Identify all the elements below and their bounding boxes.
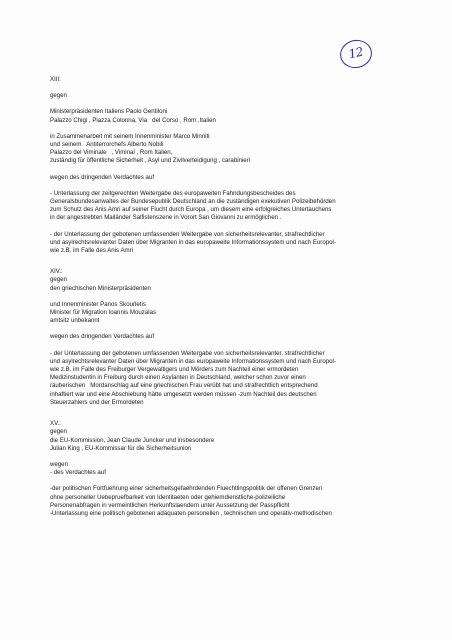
section-xiv-charge-line: inhaftiert war und eine Abschiebung hätte umgesetzt werden müssen -zum Nachteil des deutschen (50, 390, 317, 398)
section-xiii-partner-line: zuständig für öffentliche Sicherheit , Asyl und Zivilverteidigung , carabinieri (50, 157, 251, 165)
section-xiv-charge-line: Medizinstudentin in Freiburg durch einen Asylanten in Deutschland, welcher schon zuvor einen (50, 374, 306, 382)
section-xiv-target: den griechischen Ministerpräsidenten (50, 284, 151, 292)
section-xv-wegen: wegen (50, 460, 68, 468)
section-xiv-heading: XIV.: (50, 268, 63, 276)
handwritten-page-number (337, 37, 374, 71)
section-xiii-partner-line: Palazzo del Viminale , Viminal , Rom Italien, (50, 149, 173, 157)
section-xv-charge-line: ohne personeller Uebepruefbarkeit von Identitaeten oder gehiemdienstliche-polizeiliche (50, 493, 286, 501)
section-xiv-partner-line: und Innenminister Panos Skourletis (50, 300, 146, 308)
section-xiii-charge-1-line: zum Schutz des Anis Amri auf seiner Flucht durch Europa , um diesem eine erfolgreiches Untertauchens (50, 206, 332, 214)
section-xv-verdacht: - des Verdachtes auf (50, 469, 106, 477)
section-xiv-partner-line: amtsitz unbekannt (50, 317, 100, 325)
section-xiv-charge-line: räuberischen Mordanschlag auf eine griechischen Frau verübt hat und strafrechtlich entsprechend (50, 382, 318, 390)
section-xiv-charge-line: wie z.B. im Falle des Freiburger Vergewaltigers und Mörders zum Nachteil einer ermordeten (50, 366, 299, 374)
section-xiv-gegen: gegen (50, 276, 67, 284)
section-xv-target-line: die EU-Kommission, Jean Claude Juncker und insbesondere (50, 436, 215, 444)
section-xiv-charge-line: und asylrechtsrelevanter Daten über Migranten in das europaweite Informationssystem und nach Europol- (50, 357, 336, 365)
section-xiv-partner-line: Minister für Migration Ioannis Mouzalas (50, 309, 157, 317)
section-xv-gegen: gegen (50, 428, 67, 436)
section-xv-charge-line: -Unterlassung eine politisch gebotenen adäquaten personellen , technischen und operativ-methodischen (50, 509, 332, 517)
section-xv-heading: XV.: (50, 420, 61, 428)
section-xiii-charge-1-line: Generalsbundesanwaltes der Bundesepublik Deutschland an die zuständigen exekutiven Polizeibehörden (50, 198, 336, 206)
section-xiii-gegen: gegen (50, 92, 67, 100)
section-xv-target-line: Julian King , EU-Kommissar für die Sicherheitsunion (50, 444, 192, 452)
section-xiii-heading: XIII: (50, 76, 61, 83)
section-xiii-charge-1-line: - Unterlassung der zeitgerechten Weitergabe des europaweiten Fahndungsbescheides des (50, 189, 296, 197)
section-xiii-name-line: Palazzo Chigi , Piazza Colonna, Via del Corso , Rom ,Italien (50, 116, 216, 124)
section-xiii-charge-1-line: in der angestrebten Mailänder Salfistenszene in Vorort San Giovanni zu ermöglichen . (50, 214, 282, 222)
section-xiii-charge-2-line: und asylrechtsrelevanter Daten über Migranten in das europaweite Informationssystem und nach Europol- (50, 238, 336, 246)
section-xiv-verdacht: wegen des dringenden Verdachtes auf (50, 333, 155, 341)
section-xiii-charge-2-line: - der Unterlassung der gebotenen umfassenden Weitergabe von sicherheitsrelevanter, strafrechtlicher (50, 230, 325, 238)
section-xv-charge-line: -der politischen Fortfuehrung einer sicherheitsgefaehrdenden Fluechtlingspolitik der offenen Grenzen (50, 485, 323, 493)
section-xiv-charge-line: Steuerzahlers und der Ermordeten (50, 398, 144, 406)
section-xiii-name-line: Ministerpräsidenten Italiens Paolo Gentiloni (50, 108, 168, 116)
document-body (50, 76, 428, 518)
section-xiii-charge-2-line: wie z.B. im Falle des Anis Amri (50, 247, 133, 255)
section-xiii-verdacht: wegen des dringenden Verdachtes auf (50, 173, 155, 181)
section-xiv-charge-line: - der Unterlassung der gebotenen umfassenden Weitergabe von sicherheitsrelevanter, strafrechtlicher (50, 349, 325, 357)
page-number-text: 12 (347, 44, 365, 62)
section-xiii-partner-line: und seinem Antiterrorchefs Alberto Nobili (50, 141, 164, 149)
section-xv-charge-line: Personenabfragen in vermeintlichen Herkunftslaendern unter Aussetzung der Passpflicht (50, 501, 290, 509)
section-xiii-partner-line: in Zusammenarbeit mit seinem Innenminister Marco Minniti (50, 132, 210, 140)
